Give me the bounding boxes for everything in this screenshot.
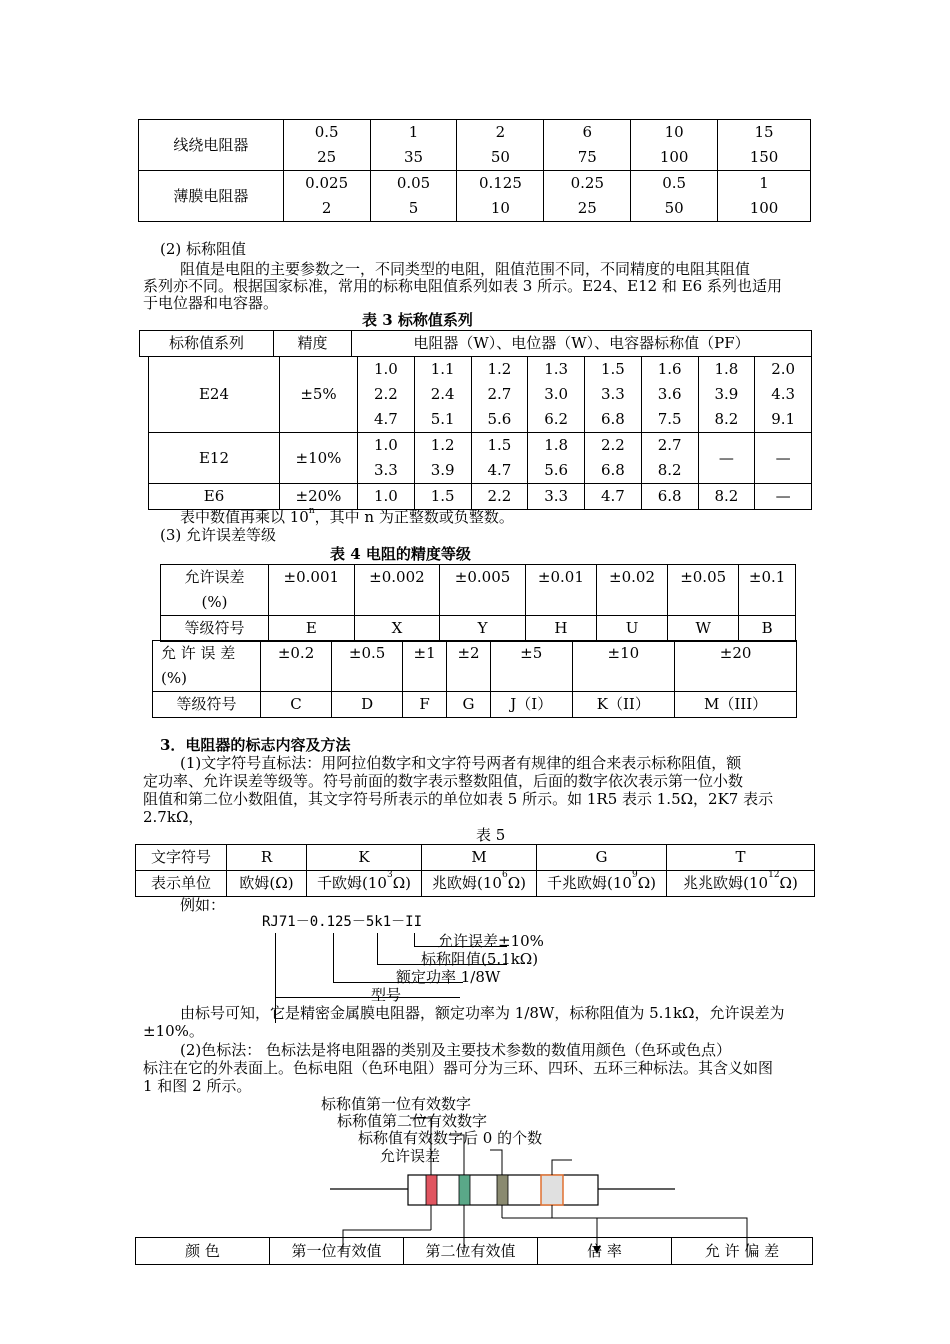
paragraph-line: 由标号可知，它是精密金属膜电阻器，额定功率为 1/8W，标称阻值为 5.1kΩ，允许误差为 xyxy=(180,1004,785,1022)
value-cell: T xyxy=(667,845,815,871)
row-label: 薄膜电阻器 xyxy=(139,171,284,222)
section-heading: (3) 允许误差等级 xyxy=(160,526,277,544)
value-cell: G xyxy=(447,692,491,718)
leader-first xyxy=(410,1118,431,1175)
value-cell: 1.0 3.3 xyxy=(358,433,415,484)
value-cell: ±0.2 xyxy=(261,641,332,692)
label-second-digit: 标称值第二位有效数字 xyxy=(337,1112,488,1130)
example-label: 例如： xyxy=(180,896,226,914)
value-cell: 1.2 3.9 xyxy=(414,433,471,484)
value-cell: 1.1 2.4 5.1 xyxy=(414,357,471,433)
value-cell: ±0.005 xyxy=(440,565,526,616)
paragraph-line: 标注在它的外表面上。色标电阻（色环电阻）器可分为三环、四环、五环三种标法。其含义如图 xyxy=(143,1059,774,1077)
series-cell: E24 xyxy=(149,357,280,433)
value-cell: R xyxy=(227,845,307,871)
value-cell: 1.2 2.7 5.6 xyxy=(471,357,528,433)
value-cell: M（III） xyxy=(675,692,797,718)
color-table xyxy=(135,1237,813,1265)
annotation-model: 型号 xyxy=(371,986,402,1004)
value-cell: 1.5 xyxy=(414,484,471,510)
value-cell: ±0.5 xyxy=(332,641,403,692)
value-cell: ±5 xyxy=(490,641,572,692)
table-cell: 1 100 xyxy=(718,171,811,222)
value-cell: 欧姆(Ω) xyxy=(227,871,307,897)
value-cell: K（II） xyxy=(572,692,675,718)
value-cell: 4.7 xyxy=(585,484,642,510)
section-heading: (2) 标称阻值 xyxy=(160,240,247,258)
value-cell: B xyxy=(739,616,796,642)
table-cell: 10 100 xyxy=(631,120,718,171)
value-cell: ±0.01 xyxy=(525,565,596,616)
precision-cell: ±10% xyxy=(280,433,358,484)
value-cell: — xyxy=(755,484,812,510)
paragraph-line: 阻值是电阻的主要参数之一，不同类型的电阻，阻值范围不同，不同精度的电阻其阻值 xyxy=(180,260,751,278)
paragraph-line: ±10%。 xyxy=(143,1022,204,1040)
value-cell: — xyxy=(698,433,755,484)
value-cell: ±1 xyxy=(403,641,447,692)
value-cell: J（I） xyxy=(490,692,572,718)
paragraph-line: (1)文字符号直标法：用阿拉伯数字和文字符号两者有规律的组合来表示标称阻值，额 xyxy=(180,754,742,772)
leader-tol xyxy=(552,1160,572,1175)
value-cell: 1.5 3.3 6.8 xyxy=(585,357,642,433)
annotation-power: 额定功率 1/8W xyxy=(396,968,501,986)
value-cell: 2.0 4.3 9.1 xyxy=(755,357,812,433)
value-cell: 兆兆欧姆$(10^{12}\Omega)$ xyxy=(667,871,815,897)
table-caption: 表 5 xyxy=(476,826,506,844)
value-cell: 2.2 6.8 xyxy=(585,433,642,484)
header-cell: 标称值系列 xyxy=(140,331,274,357)
value-cell: X xyxy=(354,616,440,642)
series-cell: E12 xyxy=(149,433,280,484)
value-cell: ±0.02 xyxy=(596,565,667,616)
value-cell: U xyxy=(596,616,667,642)
value-cell: — xyxy=(755,433,812,484)
value-cell: ±0.1 xyxy=(739,565,796,616)
value-cell: 1.5 4.7 xyxy=(471,433,528,484)
paragraph-line: (2)色标法： 色标法是将电阻器的类别及主要技术参数的数值用颜色（色环或色点） xyxy=(180,1041,732,1059)
paragraph-line: 定功率、允许误差等级等。符号前面的数字表示整数阻值，后面的数字依次表示第一位小数 xyxy=(143,772,744,790)
value-cell: K xyxy=(307,845,422,871)
value-cell: ±0.001 xyxy=(269,565,355,616)
row-label: 允许误差 (%) xyxy=(161,565,269,616)
paragraph-line: 1 和图 2 所示。 xyxy=(143,1077,252,1095)
value-cell: 千兆欧姆$(10^9\Omega)$ xyxy=(537,871,667,897)
header-cell: 倍 率 xyxy=(538,1238,672,1265)
color-band-2 xyxy=(459,1175,470,1205)
value-cell: ±20 xyxy=(675,641,797,692)
example-code: RJ71－0.125－5k1－II xyxy=(262,914,423,930)
label-first-digit: 标称值第一位有效数字 xyxy=(321,1095,472,1113)
header-cell: 第一位有效值 xyxy=(270,1238,404,1265)
value-cell: ±0.05 xyxy=(668,565,739,616)
series-cell: E6 xyxy=(149,484,280,510)
header-cell: 电阻器（W）、电位器（W）、电容器标称值（PF） xyxy=(352,331,812,357)
value-cell: Y xyxy=(440,616,526,642)
paragraph-line: 于电位器和电容器。 xyxy=(143,294,279,312)
value-cell: 8.2 xyxy=(698,484,755,510)
table-row xyxy=(136,1238,813,1265)
value-cell: F xyxy=(403,692,447,718)
precision-cell: ±5% xyxy=(280,357,358,433)
table-cell: 0.125 10 xyxy=(457,171,544,222)
table-cell: 0.5 50 xyxy=(631,171,718,222)
paragraph-line: 阻值和第二位小数阻值，其文字符号所表示的单位如表 5 所示。如 1R5 表示 1.5Ω，2K7 表示 xyxy=(143,790,774,808)
paragraph-line: 2.7kΩ， xyxy=(143,808,204,826)
header-cell: 允 许 偏 差 xyxy=(672,1238,813,1265)
row-label: 线绕电阻器 xyxy=(139,120,284,171)
leader-second xyxy=(450,1135,464,1175)
value-cell: M xyxy=(422,845,537,871)
color-band-4 xyxy=(541,1175,563,1205)
header-cell: 第二位有效值 xyxy=(404,1238,538,1265)
value-cell: 兆欧姆$(10^6\Omega)$ xyxy=(422,871,537,897)
leader-zeros xyxy=(490,1150,502,1175)
annotation-resistance: 标称阻值(5.1kΩ) xyxy=(421,950,539,968)
value-cell: 1.0 xyxy=(358,484,415,510)
table-caption: 表 3 标称值系列 xyxy=(362,311,473,329)
row-label: 允 许 误 差 (%) xyxy=(153,641,261,692)
precision-cell: ±20% xyxy=(280,484,358,510)
paragraph-line: 系列亦不同。根据国家标准，常用的标称电阻值系列如表 3 所示。E24、E12 和 E6 系列也适用 xyxy=(143,277,782,295)
value-cell: 2.7 8.2 xyxy=(641,433,698,484)
value-cell: E xyxy=(269,616,355,642)
table-cell: 2 50 xyxy=(457,120,544,171)
color-band-3 xyxy=(497,1175,508,1205)
value-cell: 3.3 xyxy=(528,484,585,510)
color-band-1 xyxy=(426,1175,437,1205)
value-cell: ±10 xyxy=(572,641,675,692)
value-cell: 6.8 xyxy=(641,484,698,510)
value-cell: 2.2 xyxy=(471,484,528,510)
annotation-tolerance: 允许误差±10% xyxy=(438,932,544,950)
value-cell: 1.3 3.0 6.2 xyxy=(528,357,585,433)
table-cell: 0.025 2 xyxy=(283,171,370,222)
table-note: 表中数值再乘以 10$^n$，其中 n 为正整数或负整数。 xyxy=(180,506,514,526)
section-heading: 3．电阻器的标志内容及方法 xyxy=(160,736,351,754)
value-cell: ±2 xyxy=(447,641,491,692)
table-cell: 0.5 25 xyxy=(283,120,370,171)
header-cell: 颜 色 xyxy=(136,1238,270,1265)
value-cell: ±0.002 xyxy=(354,565,440,616)
value-cell: G xyxy=(537,845,667,871)
value-cell: 千欧姆$(10^3\Omega)$ xyxy=(307,871,422,897)
value-cell: W xyxy=(668,616,739,642)
header-cell: 精度 xyxy=(274,331,352,357)
row-label: 等级符号 xyxy=(153,692,261,718)
table-cell: 0.25 25 xyxy=(544,171,631,222)
row-label: 文字符号 xyxy=(136,845,227,871)
value-cell: C xyxy=(261,692,332,718)
value-cell: D xyxy=(332,692,403,718)
value-cell: H xyxy=(525,616,596,642)
table-caption: 表 4 电阻的精度等级 xyxy=(330,545,471,563)
value-cell: 1.6 3.6 7.5 xyxy=(641,357,698,433)
value-cell: 1.8 3.9 8.2 xyxy=(698,357,755,433)
table-cell: 0.05 5 xyxy=(370,171,457,222)
label-tolerance: 允许误差 xyxy=(380,1147,441,1165)
row-label: 表示单位 xyxy=(136,871,227,897)
table-cell: 1 35 xyxy=(370,120,457,171)
table-cell: 15 150 xyxy=(718,120,811,171)
value-cell: 1.0 2.2 4.7 xyxy=(358,357,415,433)
table-cell: 6 75 xyxy=(544,120,631,171)
label-zeros: 标称值有效数字后 0 的个数 xyxy=(358,1129,543,1147)
value-cell: 1.8 5.6 xyxy=(528,433,585,484)
row-label: 等级符号 xyxy=(161,616,269,642)
